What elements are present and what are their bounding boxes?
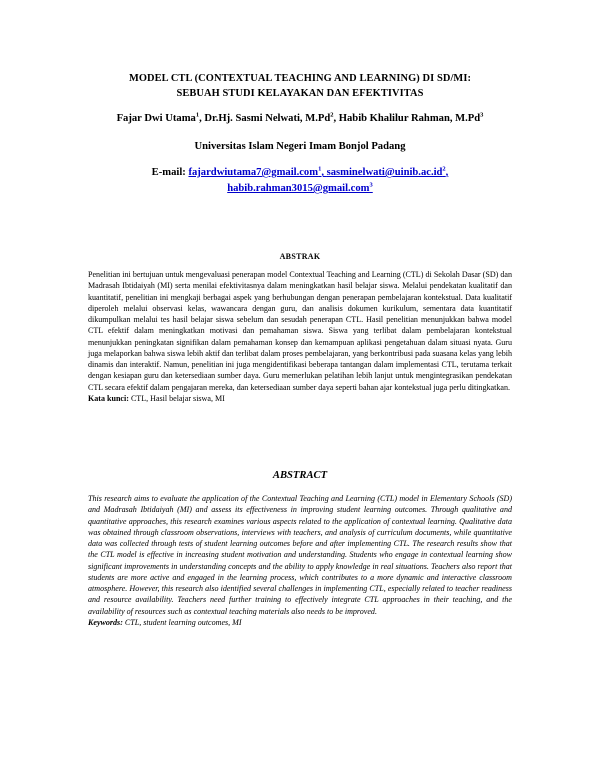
title-line-1: MODEL CTL (CONTEXTUAL TEACHING AND LEARNING) DI SD/MI: — [128, 73, 472, 84]
email-block — [80, 165, 520, 197]
email-line-2 — [80, 181, 520, 197]
keywords-value: CTL, Hasil belajar siswa, MI — [130, 393, 225, 403]
email-link-3[interactable]: habib.rahman3015@gmail.com$^3$ — [227, 181, 373, 194]
author-name: Fajar Dwi Utama — [116, 113, 196, 124]
author-affil-mark: 2 — [330, 111, 334, 119]
paper-title — [80, 71, 520, 101]
author-affil-mark: 1 — [195, 111, 200, 119]
abstract-body: This research aims to evaluate the application of the Contextual Teaching and Learning (CTL) model in Elementary Schools (SD) and Madrasah Ibtidaiyah (MI) and assess its effectiveness in improving student learning outcomes. Through qualitative and quantitative approaches, this research examines various aspects related to the application of contextual learning. Qualitative data was obtained through classroom observations, interviews with teachers, and analysis of curriculum documents, while quantitative data was collected through tests of student learning outcomes before and after implementing CTL. The research results show that the CTL model is effective in increasing student motivation and understanding. Students who engage in contextual learning show significant improvements in understanding concepts and the ability to apply knowledge in real situations. Teachers also report that students are more active and engaged in the learning process, which contributes to a more dynamic and interactive classroom atmosphere. However, this research also identified several challenges in implementing CTL, especially related to teacher readiness and resource availability. Teachers need further training to effectively integrate CTL approaches in their teaching, and the availability of resources such as contextual teaching materials also needs to be improved. — [88, 494, 512, 616]
email-link-1[interactable]: fajardwiutama7@gmail.com$^1$ — [188, 165, 322, 178]
abstract-heading: ABSTRACT — [272, 470, 328, 481]
email-line-1: E-mail: fajardwiutama7@gmail.com$^1$, $sasminelwati@uinib.ac.id^2$, — [151, 165, 449, 178]
abstrak-body: Penelitian ini bertujuan untuk mengevaluasi penerapan model Contextual Teaching and Learning (CTL) di Sekolah Dasar (SD) dan Madrasah Ibtidaiyah (MI) serta menilai efektivitasnya dalam meningkatkan hasil belajar siswa. Melalui pendekatan kualitatif dan kuantitatif, penelitian ini mengkaji berbagai aspek yang berhubungan dengan penerapan pembelajaran kontekstual. Data kualitatif diperoleh melalui observasi kelas, wawancara dengan guru, dan analisis dokumen kurikulum, sementara data kuantitatif dikumpulkan melalui tes hasil belajar siswa sebelum dan sesudah penerapan CTL. Hasil penelitian menunjukkan bahwa model CTL efektif dalam meningkatkan motivasi dan pemahaman siswa. Siswa yang terlibat dalam pembelajaran kontekstual menunjukkan peningkatan signifikan dalam pemahaman konsep dan kemampuan aplikasi pengetahuan dalam situasi nyata. Guru juga melaporkan bahwa siswa lebih aktif dan terlibat dalam proses pembelajaran, yang berkontribusi pada suasana kelas yang lebih dinamis dan interaktif. Namun, penelitian ini juga mengidentifikasi beberapa tantangan dalam implementasi CTL, terutama terkait dengan kesiapan guru dan ketersediaan sumber daya. Guru memerlukan pelatihan lebih lanjut untuk mengintegrasikan pendekatan CTL secara efektif dalam pengajaran mereka, dan ketersediaan sumber daya seperti bahan ajar kontekstual juga perlu ditingkatkan. — [88, 270, 512, 392]
abstract-keywords — [88, 617, 512, 628]
author-affil-mark: 3 — [480, 111, 484, 119]
keywords-value: CTL, student learning outcomes, MI — [124, 617, 242, 627]
author-name: Habib Khalilur Rahman, M.Pd — [338, 113, 481, 124]
abstrak-heading: ABSTRAK — [279, 252, 321, 261]
email-link-2[interactable]: $sasminelwati@uinib.ac.id^2$ — [326, 165, 446, 178]
keywords-label: Keywords: — [88, 617, 123, 627]
abstrak-section — [88, 269, 512, 404]
email-label: E-mail: — [151, 167, 186, 178]
keywords-label: Kata kunci: — [88, 393, 129, 403]
abstrak-keywords — [88, 393, 512, 404]
author-list: Fajar Dwi Utama$^1$, Dr.Hj. Sasmi Nelwati, M.Pd$^2$, Habib Khalilur Rahman, M.Pd$^3$ — [116, 111, 484, 124]
author-name: Dr.Hj. Sasmi Nelwati, M.Pd — [204, 113, 331, 124]
title-line-2: SEBUAH STUDI KELAYAKAN DAN EFEKTIVITAS — [176, 88, 424, 99]
abstract-section — [88, 493, 512, 628]
affiliation: Universitas Islam Negeri Imam Bonjol Padang — [194, 141, 406, 152]
